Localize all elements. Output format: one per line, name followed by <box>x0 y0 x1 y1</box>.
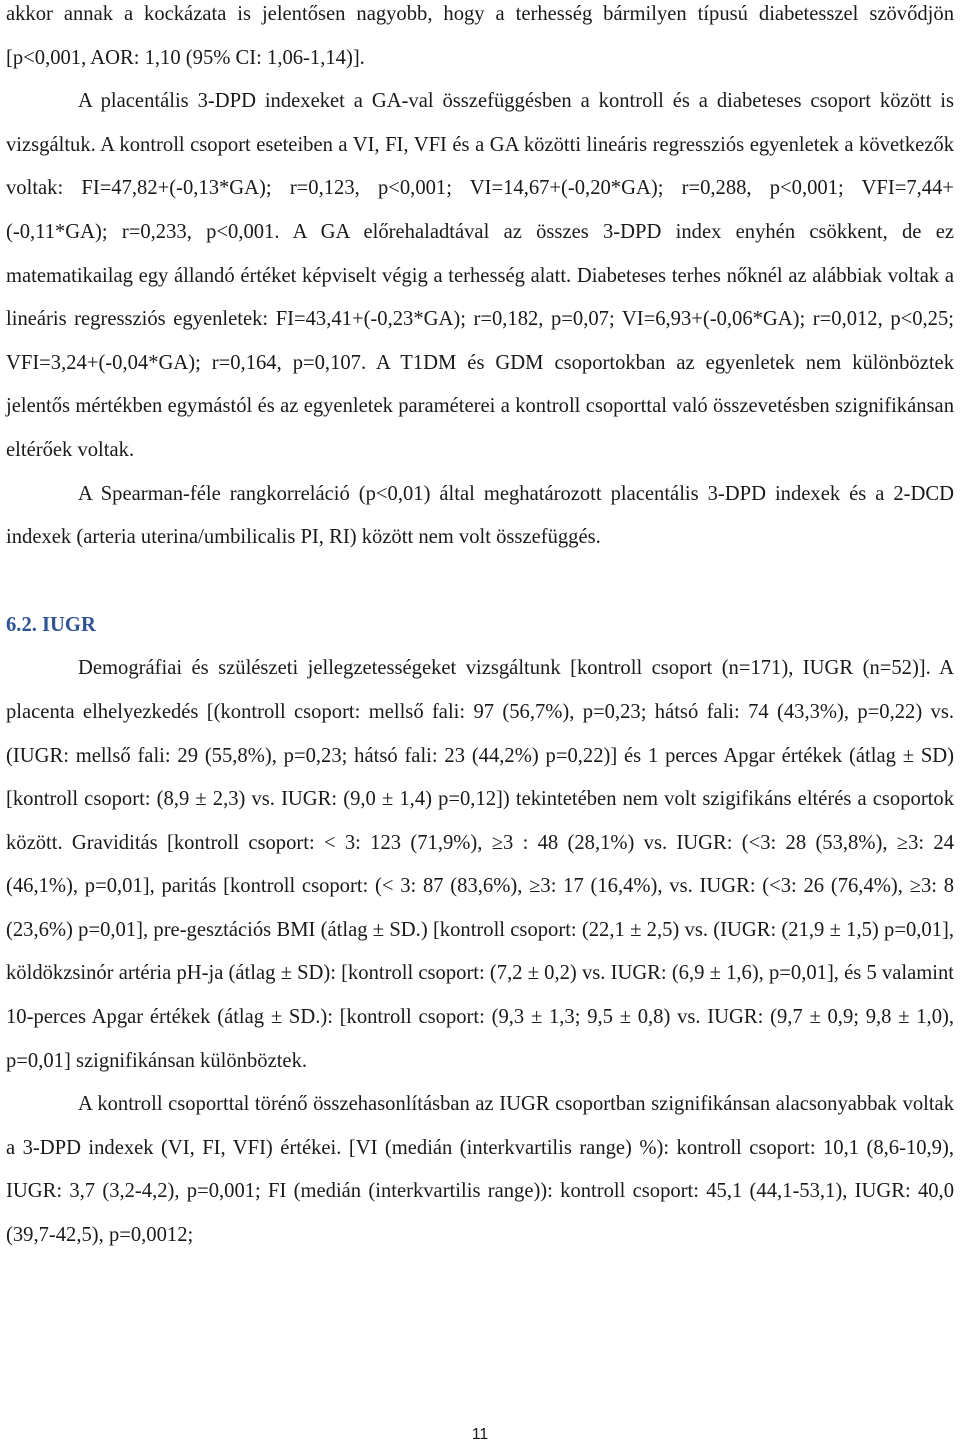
paragraph-iugr-demographics: Demográfiai és szülészeti jellegzetességeket vizsgáltunk [kontroll csoport (n=171), IUGR (n=52)]. A placenta elhelyezkedés [(kontroll csoport: mellső fali: 97 (56,7%), p=0,23; hátsó fali: 74 (43,3%), p=0,22) vs. (IUGR: mellső fali: 29 (55,8%), p=0,23; hátsó fali: 23 (44,2%) p=0,22)] és 1 perces Apgar értékek (átlag ± SD) [kontroll csoport: (8,9 ± 2,3) vs. IUGR: (9,0 ± 1,4) p=0,12]) tekintetében nem volt szigifikáns eltérés a csoportok között. Graviditás [kontroll csoport: < 3: 123 (71,9%), ≥3 : 48 (28,1%) vs. IUGR: (<3: 28 (53,8%), ≥3: 24 (46,1%), p=0,01], paritás [kontroll csoport: (< 3: 87 (83,6%), ≥3: 17 (16,4%), vs. IUGR: (<3: 26 (76,4%), ≥3: 8 (23,6%) p=0,01], pre-gesztációs BMI (átlag ± SD.) [kontroll csoport: (22,1 ± 2,5) vs. (IUGR: (21,9 ± 1,5) p=0,01], köldökzsinór artéria pH-ja (átlag ± SD): [kontroll csoport: (7,2 ± 0,2) vs. IUGR: (6,9 ± 1,6), p=0,01], és 5 valamint 10-perces Apgar értékek (átlag ± SD.): [kontroll csoport: (9,3 ± 1,3; 9,5 ± 0,8) vs. IUGR: (9,7 ± 0,9; 9,8 ± 1,0), p=0,01] szignifikánsan különböztek. <box>6 657 954 1072</box>
paragraph-3dpd-regression: A placentális 3-DPD indexeket a GA-val összefüggésben a kontroll és a diabeteses csoport között is vizsgáltuk. A kontroll csoport eseteiben a VI, FI, VFI és a GA közötti lineáris regressziós egyenletek a következők voltak: FI=47,82+(-0,13*GA); r=0,123, p<0,001; VI=14,67+(-0,20*GA); r=0,288, p<0,001; VFI=7,44+(-0,11*GA); r=0,233, p<0,001. A GA előrehaladtával az összes 3-DPD index enyhén csökkent, de ez matematikailag egy állandó értéket képviselt végig a terhesség alatt. Diabeteses terhes nőknél az alábbiak voltak a lineáris regressziós egyenletek: FI=43,41+(-0,23*GA); r=0,182, p=0,07; VI=6,93+(-0,06*GA); r=0,012, p<0,25; VFI=3,24+(-0,04*GA); r=0,164, p=0,107. A T1DM és GDM csoportokban az egyenletek nem különböztek jelentős mértékben egymástól és az egyenletek paraméterei a kontroll csoporttal való összevetésben szignifikánsan eltérőek voltak. <box>6 90 954 461</box>
paragraph-iugr-3dpd-comparison: A kontroll csoporttal törénő összehasonlításban az IUGR csoportban szignifikánsan alacsonyabbak voltak a 3-DPD indexek (VI, FI, VFI) értékei. [VI (medián (interkvartilis range) %): kontroll csoport: 10,1 (8,6-10,9), IUGR: 3,7 (3,2-4,2), p=0,001; FI (medián (interkvartilis range)): kontroll csoport: 45,1 (44,1-53,1), IUGR: 40,0 (39,7-42,5), p=0,0012; <box>6 1093 954 1247</box>
section-heading-iugr: 6.2. IUGR <box>6 613 96 636</box>
paragraph-continuation: akkor annak a kockázata is jelentősen nagyobb, hogy a terhesség bármilyen típusú diabetesszel szövődjön [p<0,001, AOR: 1,10 (95% CI: 1,06-1,14)]. <box>6 3 954 69</box>
page-number: 11 <box>471 1426 489 1443</box>
section-spacer <box>6 560 954 604</box>
paragraph-spearman-correlation: A Spearman-féle rangkorreláció (p<0,01) által meghatározott placentális 3-DPD indexek és a 2-DCD indexek (arteria uterina/umbilicalis PI, RI) között nem volt összefüggés. <box>6 482 954 549</box>
